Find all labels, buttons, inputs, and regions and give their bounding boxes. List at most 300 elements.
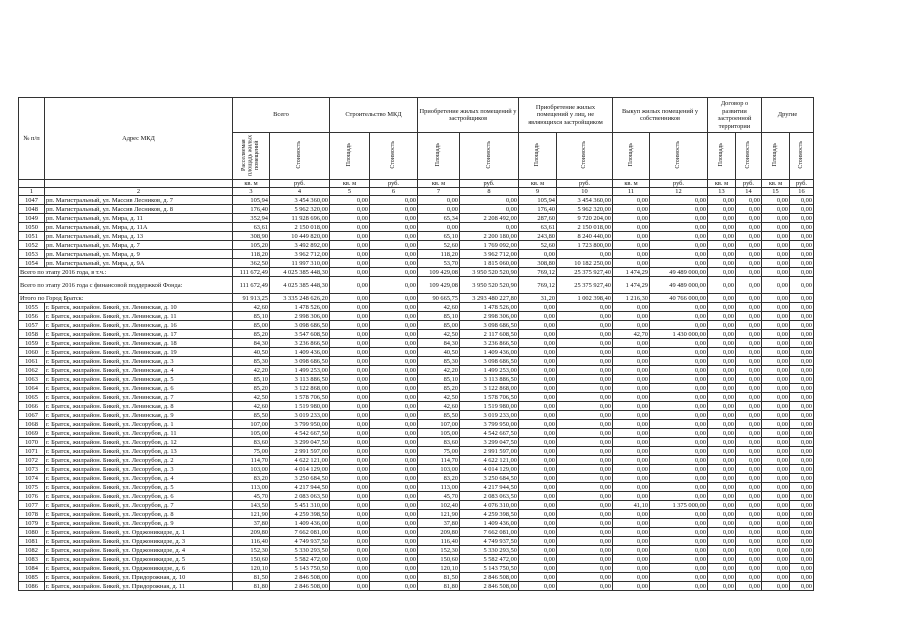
column-number: 12 [650,188,708,196]
col-address-header: Адрес МКД [45,98,233,180]
row-value: 63,61 [519,223,557,232]
row-value: 0,00 [650,447,708,456]
row-value: 2 200 180,00 [460,232,519,241]
row-value: 3 454 360,00 [270,196,330,205]
row-value: 85,50 [418,411,460,420]
row-value: 0,00 [330,303,370,312]
table-row [19,492,814,501]
row-number: 1060 [19,348,45,357]
row-value: 0,00 [370,537,418,546]
row-value: 0,00 [370,465,418,474]
row-value: 0,00 [790,348,814,357]
row-value: 0,00 [557,555,613,564]
row-value: 5 143 750,50 [460,564,519,573]
row-number: 1050 [19,223,45,232]
row-value: 0,00 [708,555,736,564]
table-row [19,402,814,411]
row-value: 85,30 [233,357,270,366]
summary-value: 3 950 520 520,90 [460,277,519,294]
table-row [19,573,814,582]
row-value: 1 478 526,00 [270,303,330,312]
row-value: 84,30 [233,339,270,348]
row-value: 83,60 [233,438,270,447]
row-value: 0,00 [736,546,762,555]
summary-value: 769,12 [519,277,557,294]
row-value: 0,00 [762,241,790,250]
summary-value: 1 474,29 [613,277,650,294]
header-row-groups [19,98,814,133]
row-value: 0,00 [613,232,650,241]
row-value: 0,00 [370,402,418,411]
row-value: 0,00 [370,483,418,492]
table-body [19,98,814,591]
row-value: 0,00 [650,250,708,259]
row-value: 0,00 [557,366,613,375]
summary-row [19,268,814,277]
row-value: 1 409 436,00 [460,519,519,528]
row-value: 243,80 [519,232,557,241]
row-value: 105,00 [418,429,460,438]
row-value: 0,00 [708,259,736,268]
row-value: 4 076 310,00 [460,501,519,510]
row-value: 0,00 [370,528,418,537]
row-number: 1056 [19,312,45,321]
row-value: 2 083 063,50 [270,492,330,501]
row-value: 0,00 [330,528,370,537]
row-value: 0,00 [790,483,814,492]
table-row [19,474,814,483]
row-value: 0,00 [330,429,370,438]
row-value: 0,00 [519,303,557,312]
summary-value: 0,00 [370,294,418,303]
row-value: 0,00 [790,429,814,438]
row-value: 0,00 [557,420,613,429]
row-value: 120,10 [233,564,270,573]
row-value: 0,00 [613,259,650,268]
row-value: 40,50 [233,348,270,357]
row-value: 0,00 [650,573,708,582]
row-value: 0,00 [613,312,650,321]
row-value: 0,00 [557,582,613,591]
row-value: 1 769 092,00 [460,241,519,250]
row-value: 0,00 [519,330,557,339]
row-value: 150,60 [418,555,460,564]
table-row [19,501,814,510]
row-value: 0,00 [557,546,613,555]
row-value: 2 846 508,00 [270,573,330,582]
row-value: 0,00 [762,232,790,241]
group-total-header: Всего [233,98,330,133]
row-value: 5 582 472,00 [460,555,519,564]
row-value: 1 409 436,00 [460,348,519,357]
row-value: 176,40 [519,205,557,214]
row-number: 1072 [19,456,45,465]
row-value: 0,00 [330,205,370,214]
row-value: 0,00 [370,339,418,348]
row-value: 0,00 [519,573,557,582]
summary-value: 25 375 927,40 [557,277,613,294]
unit-area: кв. м [613,180,650,188]
row-value: 4 622 121,00 [270,456,330,465]
row-value: 0,00 [708,429,736,438]
unit-cost: руб. [270,180,330,188]
row-value: 81,80 [418,582,460,591]
table-row [19,366,814,375]
row-value: 0,00 [519,411,557,420]
row-value: 0,00 [613,303,650,312]
row-value: 107,00 [233,420,270,429]
table-row [19,582,814,591]
subheader-cost: Стоимость [370,133,418,180]
row-value: 0,00 [650,483,708,492]
table-row [19,447,814,456]
row-value: 143,50 [233,501,270,510]
row-value: 3 098 686,50 [270,357,330,366]
row-value: 0,00 [557,456,613,465]
row-value: 0,00 [650,232,708,241]
row-value: 0,00 [370,303,418,312]
row-value: 0,00 [790,501,814,510]
summary-value: 31,20 [519,294,557,303]
row-value: 152,30 [233,546,270,555]
row-value: 0,00 [613,465,650,474]
row-value: 0,00 [330,384,370,393]
row-value: 0,00 [736,438,762,447]
summary-value: 0,00 [370,268,418,277]
row-number: 1077 [19,501,45,510]
row-value: 3 962 712,00 [270,250,330,259]
row-value: 2 846 508,00 [460,573,519,582]
summary-value: 4 025 385 448,30 [270,268,330,277]
row-value: 0,00 [708,447,736,456]
row-address: г. Братск, жилрайон. Бикей, ул. Придорожная, д. 11 [45,582,233,591]
row-value: 3 122 868,00 [460,384,519,393]
row-value: 3 547 608,50 [270,330,330,339]
row-value: 0,00 [557,321,613,330]
row-address: г. Братск, жилрайон. Бикей, ул. Ленинская, д. 18 [45,339,233,348]
summary-value: 111 672,49 [233,277,270,294]
row-value: 0,00 [557,465,613,474]
unit-cost: руб. [460,180,519,188]
row-value: 0,00 [370,223,418,232]
row-value: 0,00 [736,357,762,366]
row-value: 0,00 [519,474,557,483]
row-address: г. Братск, жилрайон. Бикей, ул. Лесорубов, д. 5 [45,483,233,492]
row-value: 0,00 [519,375,557,384]
row-value: 0,00 [790,456,814,465]
row-value: 0,00 [736,573,762,582]
table-row [19,420,814,429]
row-value: 0,00 [370,241,418,250]
row-value: 0,00 [370,384,418,393]
row-value: 308,90 [233,232,270,241]
row-value: 4 217 944,50 [460,483,519,492]
row-value: 0,00 [418,205,460,214]
summary-value: 0,00 [736,277,762,294]
subheader-area-total: Расселяемая площадь жилых помещений [233,133,270,180]
row-value: 0,00 [370,205,418,214]
row-value: 3 799 950,00 [270,420,330,429]
row-value: 1 578 706,50 [270,393,330,402]
table-row [19,259,814,268]
row-value: 0,00 [736,312,762,321]
row-value: 0,00 [613,411,650,420]
row-value: 0,00 [557,501,613,510]
row-value: 4 542 667,50 [460,429,519,438]
row-value: 10 182 250,00 [557,259,613,268]
row-value: 0,00 [708,420,736,429]
row-value: 0,00 [330,214,370,223]
row-value: 0,00 [370,420,418,429]
row-value: 0,00 [650,528,708,537]
row-value: 0,00 [650,537,708,546]
row-value: 0,00 [613,438,650,447]
row-value: 4 014 129,00 [270,465,330,474]
row-address: г. Братск, жилрайон. Бикей, ул. Орджоникидзе, д. 5 [45,555,233,564]
row-value: 103,00 [418,465,460,474]
summary-label: Всего по этапу 2016 года, в т.ч.: [19,268,233,277]
row-value: 0,00 [557,537,613,546]
row-value: 0,00 [790,447,814,456]
row-value: 0,00 [762,582,790,591]
row-value: 0,00 [790,321,814,330]
subheader-area: Площадь [519,133,557,180]
row-address: г. Братск, жилрайон. Бикей, ул. Ленинская, д. 5 [45,375,233,384]
row-value: 0,00 [790,223,814,232]
row-value: 362,50 [233,259,270,268]
row-value: 3 019 233,00 [460,411,519,420]
row-value: 0,00 [736,537,762,546]
row-value: 0,00 [650,582,708,591]
summary-value: 25 375 927,40 [557,268,613,277]
row-value: 52,60 [418,241,460,250]
row-value: 3 492 892,00 [270,241,330,250]
row-value: 5 962 320,00 [270,205,330,214]
row-value: 0,00 [762,205,790,214]
row-value: 0,00 [650,196,708,205]
row-value: 42,60 [418,303,460,312]
subheader-cost: Стоимость [790,133,814,180]
row-value: 0,00 [790,259,814,268]
row-value: 0,00 [519,564,557,573]
row-address: г. Братск, жилрайон. Бикей, ул. Ленинская, д. 3 [45,357,233,366]
row-value: 0,00 [650,303,708,312]
summary-value: 1 216,30 [613,294,650,303]
row-value: 0,00 [650,555,708,564]
row-value: 0,00 [330,312,370,321]
row-value: 105,94 [233,196,270,205]
row-value: 0,00 [519,582,557,591]
row-value: 1 578 706,50 [460,393,519,402]
row-value: 0,00 [708,465,736,474]
row-value: 150,60 [233,555,270,564]
row-number: 1085 [19,573,45,582]
row-value: 0,00 [557,447,613,456]
row-value: 0,00 [330,420,370,429]
row-value: 0,00 [557,528,613,537]
row-value: 0,00 [519,384,557,393]
row-value: 0,00 [330,546,370,555]
row-value: 84,30 [418,339,460,348]
unit-cost: руб. [370,180,418,188]
subheader-area: Площадь [708,133,736,180]
row-value: 0,00 [790,510,814,519]
row-value: 0,00 [519,250,557,259]
row-value: 0,00 [650,321,708,330]
row-value: 0,00 [736,510,762,519]
unit-area: кв. м [519,180,557,188]
row-value: 0,00 [736,429,762,438]
row-value: 0,00 [519,420,557,429]
subheader-cost: Стоимость [650,133,708,180]
column-number: 10 [557,188,613,196]
row-value: 121,90 [233,510,270,519]
table-row [19,555,814,564]
row-value: 0,00 [557,303,613,312]
row-value: 0,00 [370,348,418,357]
row-value: 209,80 [418,528,460,537]
row-number: 1068 [19,420,45,429]
row-value: 0,00 [790,393,814,402]
row-value: 0,00 [613,420,650,429]
row-value: 0,00 [330,330,370,339]
row-value: 85,10 [418,375,460,384]
row-value: 0,00 [650,384,708,393]
row-value: 0,00 [370,546,418,555]
row-value: 0,00 [650,357,708,366]
group-buyout-header: Выкуп жилых помещений у собственников [613,98,708,133]
row-value: 0,00 [736,519,762,528]
row-value: 11 997 310,00 [270,259,330,268]
row-value: 102,40 [418,501,460,510]
row-value: 7 662 081,00 [460,528,519,537]
row-value: 0,00 [708,402,736,411]
table-row [19,312,814,321]
row-value: 0,00 [418,223,460,232]
row-value: 0,00 [370,456,418,465]
row-value: 0,00 [330,402,370,411]
row-value: 0,00 [519,312,557,321]
table-row [19,357,814,366]
row-value: 3 098 686,50 [460,357,519,366]
row-value: 0,00 [330,438,370,447]
row-value: 0,00 [370,555,418,564]
row-value: 0,00 [330,519,370,528]
row-value: 0,00 [330,483,370,492]
row-value: 5 451 310,00 [270,501,330,510]
summary-value: 1 002 398,40 [557,294,613,303]
row-value: 3 236 866,50 [460,339,519,348]
row-value: 0,00 [330,250,370,259]
row-value: 0,00 [790,420,814,429]
row-value: 0,00 [613,447,650,456]
row-value: 0,00 [650,312,708,321]
subheader-area: Площадь [762,133,790,180]
row-value: 0,00 [736,366,762,375]
subheader-cost: Стоимость [460,133,519,180]
row-address: г. Братск, жилрайон. Бикей, ул. Орджоникидзе, д. 3 [45,537,233,546]
row-value: 0,00 [762,510,790,519]
row-value: 0,00 [736,555,762,564]
row-value: 0,00 [650,241,708,250]
row-value: 0,00 [650,259,708,268]
row-value: 0,00 [519,456,557,465]
row-value: 85,00 [233,321,270,330]
row-address: г. Братск, жилрайон. Бикей, ул. Орджоникидзе, д. 6 [45,564,233,573]
row-value: 0,00 [790,232,814,241]
row-value: 0,00 [650,411,708,420]
table-row [19,564,814,573]
row-value: 0,00 [557,492,613,501]
row-value: 0,00 [519,447,557,456]
row-address: г. Братск, жилрайон. Бикей, ул. Орджоникидзе, д. 4 [45,546,233,555]
row-value: 0,00 [790,339,814,348]
summary-value: 111 672,49 [233,268,270,277]
row-value: 0,00 [519,366,557,375]
row-value: 287,60 [519,214,557,223]
row-value: 0,00 [708,357,736,366]
summary-value: 0,00 [330,277,370,294]
row-value: 0,00 [790,241,814,250]
table-row [19,232,814,241]
row-value: 1 499 253,00 [460,366,519,375]
row-value: 0,00 [613,196,650,205]
row-value: 0,00 [762,223,790,232]
row-number: 1053 [19,250,45,259]
row-value: 3 122 868,00 [270,384,330,393]
summary-label: Всего по этапу 2016 года с финансовой поддержкой Фонда: [19,277,233,294]
row-value: 0,00 [650,492,708,501]
row-value: 0,00 [370,411,418,420]
row-value: 120,10 [418,564,460,573]
row-value: 85,20 [233,330,270,339]
row-value: 121,90 [418,510,460,519]
row-value: 0,00 [613,555,650,564]
row-value: 2 150 018,00 [557,223,613,232]
row-value: 0,00 [708,582,736,591]
row-value: 0,00 [790,555,814,564]
row-value: 1 723 800,00 [557,241,613,250]
row-value: 0,00 [370,330,418,339]
row-value: 0,00 [330,357,370,366]
row-address: г. Братск, жилрайон. Бикей, ул. Лесорубов, д. 3 [45,465,233,474]
row-value: 0,00 [330,232,370,241]
group-construction-header: Строительство МКД [330,98,418,133]
row-value: 0,00 [613,348,650,357]
row-value: 0,00 [557,339,613,348]
row-value: 0,00 [519,537,557,546]
row-value: 0,00 [736,474,762,483]
row-number: 1049 [19,214,45,223]
row-address: г. Братск, жилрайон. Бикей, ул. Лесорубов, д. 7 [45,501,233,510]
row-number: 1055 [19,303,45,312]
row-value: 0,00 [708,510,736,519]
row-value: 0,00 [736,411,762,420]
row-address: г. Братск, жилрайон. Бикей, ул. Ленинская, д. 9 [45,411,233,420]
row-value: 0,00 [650,429,708,438]
summary-label: Итого по Город Братск: [19,294,233,303]
row-value: 0,00 [762,411,790,420]
unit-area: кв. м [762,180,790,188]
group-development-contract-header: Договор о развитии застроенной территории [708,98,762,133]
row-value: 4 622 121,00 [460,456,519,465]
row-value: 0,00 [370,510,418,519]
row-value: 0,00 [370,393,418,402]
row-value: 0,00 [708,537,736,546]
row-value: 0,00 [762,546,790,555]
row-value: 85,00 [418,321,460,330]
summary-value: 0,00 [370,277,418,294]
